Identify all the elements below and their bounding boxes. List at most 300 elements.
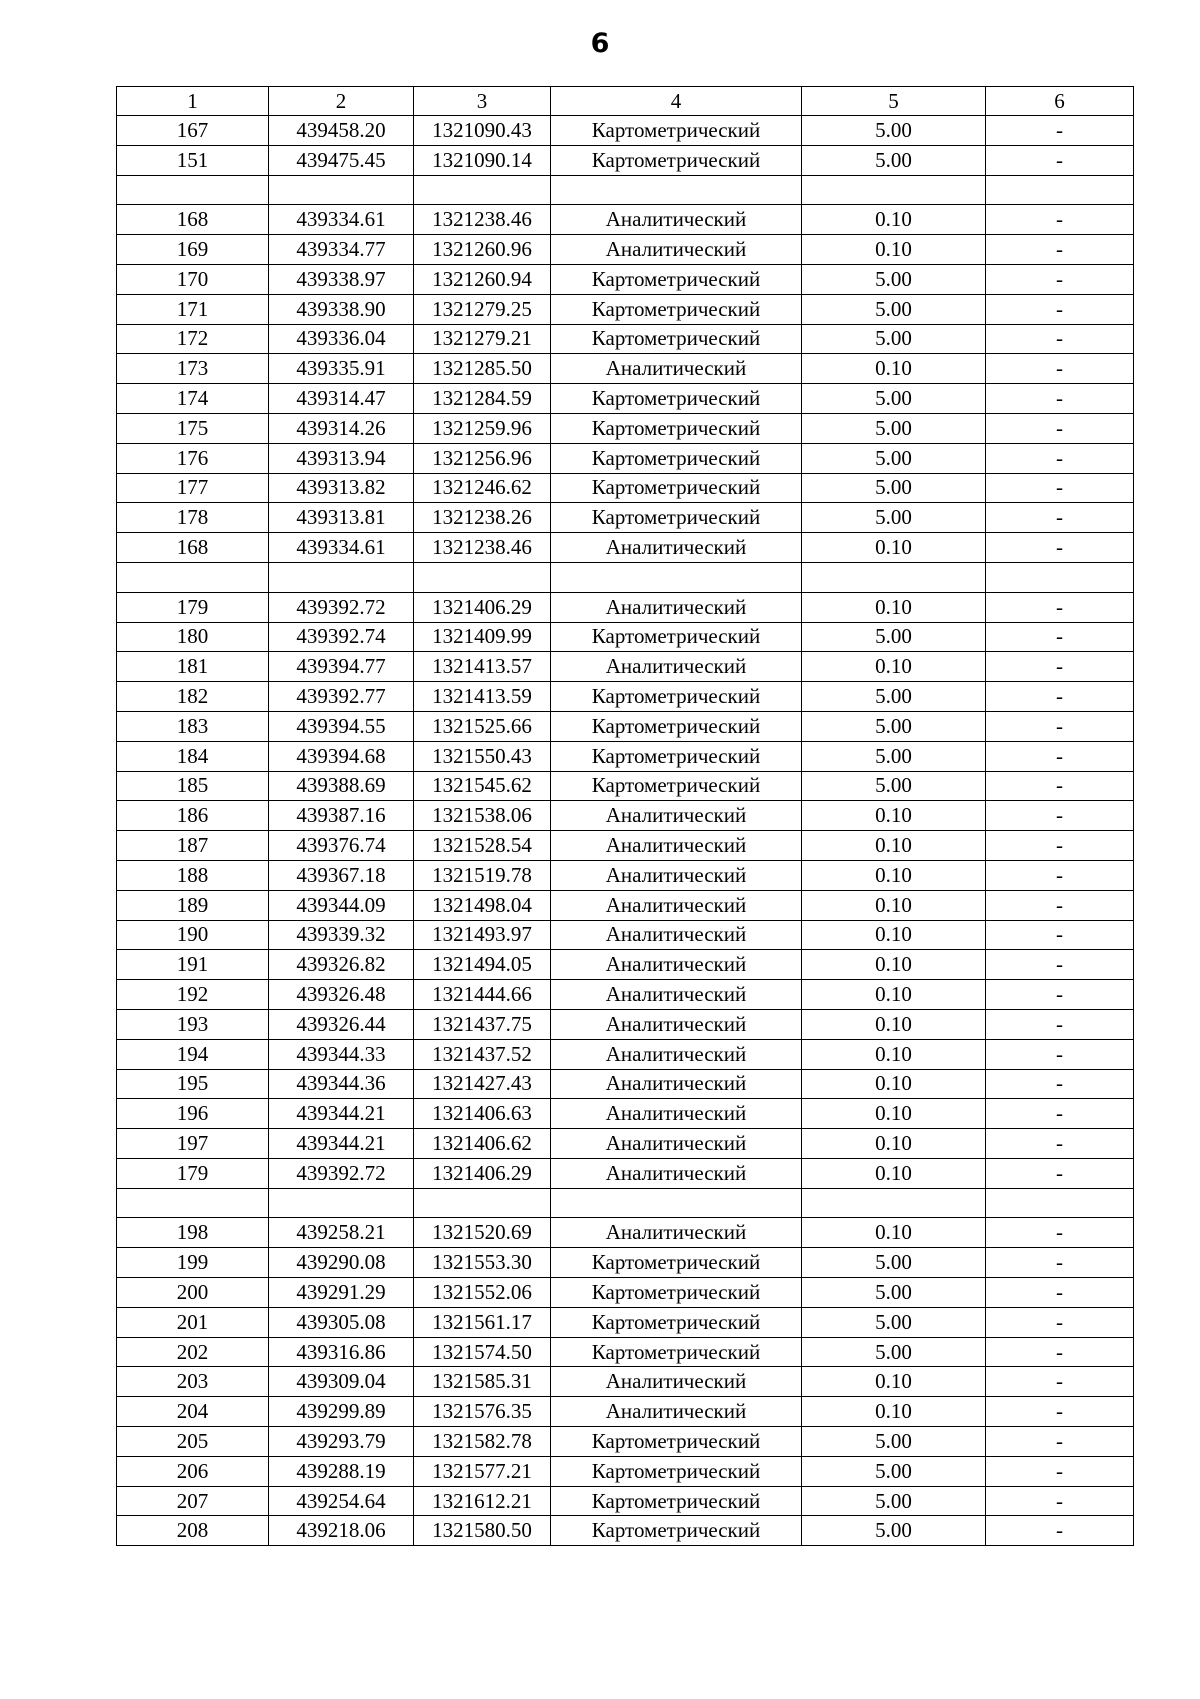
coord-x-cell: 439313.81 <box>269 503 414 533</box>
point-number-cell: 201 <box>117 1307 269 1337</box>
method-cell: Аналитический <box>551 652 802 682</box>
note-cell: - <box>986 920 1134 950</box>
accuracy-cell <box>802 562 986 592</box>
coord-y-cell: 1321413.57 <box>414 652 551 682</box>
table-row <box>117 980 1134 1010</box>
accuracy-cell: 5.00 <box>802 324 986 354</box>
method-cell: Аналитический <box>551 354 802 384</box>
accuracy-cell: 5.00 <box>802 1307 986 1337</box>
method-cell: Картометрический <box>551 503 802 533</box>
table-row <box>117 1069 1134 1099</box>
method-cell: Аналитический <box>551 592 802 622</box>
coord-y-cell: 1321538.06 <box>414 801 551 831</box>
coord-x-cell: 439388.69 <box>269 771 414 801</box>
coord-y-cell: 1321246.62 <box>414 473 551 503</box>
table-row <box>117 920 1134 950</box>
coord-y-cell: 1321585.31 <box>414 1367 551 1397</box>
point-number-cell: 208 <box>117 1516 269 1546</box>
table-row <box>117 860 1134 890</box>
method-cell: Аналитический <box>551 1039 802 1069</box>
header-row <box>117 87 1134 116</box>
point-number-cell: 185 <box>117 771 269 801</box>
coord-y-cell: 1321256.96 <box>414 443 551 473</box>
method-cell: Аналитический <box>551 235 802 265</box>
point-number-cell: 206 <box>117 1456 269 1486</box>
coord-x-cell: 439335.91 <box>269 354 414 384</box>
coord-x-cell: 439394.77 <box>269 652 414 682</box>
point-number-cell: 169 <box>117 235 269 265</box>
point-number-cell: 207 <box>117 1486 269 1516</box>
coord-y-cell: 1321612.21 <box>414 1486 551 1516</box>
method-cell: Аналитический <box>551 205 802 235</box>
coord-y-cell: 1321090.14 <box>414 145 551 175</box>
point-number-cell: 173 <box>117 354 269 384</box>
method-cell: Картометрический <box>551 294 802 324</box>
note-cell: - <box>986 592 1134 622</box>
column-header-4: 4 <box>551 87 802 116</box>
coord-x-cell: 439394.68 <box>269 741 414 771</box>
table-row <box>117 1129 1134 1159</box>
note-cell: - <box>986 1337 1134 1367</box>
coord-x-cell: 439314.26 <box>269 413 414 443</box>
point-number-cell: 205 <box>117 1427 269 1457</box>
method-cell: Картометрический <box>551 443 802 473</box>
point-number-cell: 182 <box>117 682 269 712</box>
method-cell: Аналитический <box>551 1009 802 1039</box>
note-cell: - <box>986 1427 1134 1457</box>
coord-x-cell: 439344.21 <box>269 1129 414 1159</box>
coord-y-cell: 1321406.63 <box>414 1099 551 1129</box>
accuracy-cell: 0.10 <box>802 652 986 682</box>
note-cell: - <box>986 473 1134 503</box>
table-row <box>117 652 1134 682</box>
coord-y-cell: 1321561.17 <box>414 1307 551 1337</box>
table-header <box>117 87 1134 116</box>
coord-x-cell: 439344.36 <box>269 1069 414 1099</box>
accuracy-cell: 5.00 <box>802 503 986 533</box>
table-row <box>117 1009 1134 1039</box>
method-cell: Аналитический <box>551 801 802 831</box>
method-cell <box>551 1188 802 1218</box>
coord-y-cell: 1321238.26 <box>414 503 551 533</box>
coord-x-cell: 439314.47 <box>269 384 414 414</box>
accuracy-cell: 5.00 <box>802 1337 986 1367</box>
note-cell: - <box>986 1009 1134 1039</box>
table-row <box>117 1158 1134 1188</box>
point-number-cell: 196 <box>117 1099 269 1129</box>
coord-y-cell: 1321406.29 <box>414 592 551 622</box>
point-number-cell: 174 <box>117 384 269 414</box>
accuracy-cell: 0.10 <box>802 205 986 235</box>
point-number-cell: 179 <box>117 592 269 622</box>
point-number-cell: 200 <box>117 1278 269 1308</box>
separator-row <box>117 1188 1134 1218</box>
method-cell: Картометрический <box>551 1427 802 1457</box>
coord-y-cell: 1321437.75 <box>414 1009 551 1039</box>
table-row <box>117 890 1134 920</box>
accuracy-cell: 0.10 <box>802 920 986 950</box>
point-number-cell: 179 <box>117 1158 269 1188</box>
note-cell: - <box>986 1099 1134 1129</box>
table-row <box>117 1397 1134 1427</box>
accuracy-cell: 0.10 <box>802 1158 986 1188</box>
accuracy-cell: 5.00 <box>802 711 986 741</box>
coord-x-cell: 439392.72 <box>269 592 414 622</box>
note-cell: - <box>986 741 1134 771</box>
method-cell: Картометрический <box>551 145 802 175</box>
note-cell: - <box>986 145 1134 175</box>
coord-x-cell: 439290.08 <box>269 1248 414 1278</box>
column-header-1: 1 <box>117 87 269 116</box>
column-header-6: 6 <box>986 87 1134 116</box>
note-cell: - <box>986 503 1134 533</box>
table-row <box>117 205 1134 235</box>
point-number-cell: 181 <box>117 652 269 682</box>
coord-y-cell: 1321519.78 <box>414 860 551 890</box>
accuracy-cell: 5.00 <box>802 682 986 712</box>
coord-x-cell: 439344.33 <box>269 1039 414 1069</box>
coord-x-cell: 439309.04 <box>269 1367 414 1397</box>
method-cell: Аналитический <box>551 1158 802 1188</box>
coord-x-cell: 439336.04 <box>269 324 414 354</box>
table-row <box>117 741 1134 771</box>
accuracy-cell: 0.10 <box>802 950 986 980</box>
coord-x-cell: 439258.21 <box>269 1218 414 1248</box>
coord-y-cell: 1321406.62 <box>414 1129 551 1159</box>
note-cell: - <box>986 831 1134 861</box>
table-row <box>117 443 1134 473</box>
coord-y-cell: 1321406.29 <box>414 1158 551 1188</box>
point-number-cell: 204 <box>117 1397 269 1427</box>
method-cell: Картометрический <box>551 116 802 146</box>
point-number-cell: 171 <box>117 294 269 324</box>
accuracy-cell: 0.10 <box>802 533 986 563</box>
accuracy-cell: 5.00 <box>802 622 986 652</box>
note-cell: - <box>986 443 1134 473</box>
note-cell <box>986 175 1134 205</box>
note-cell: - <box>986 1158 1134 1188</box>
point-number-cell: 178 <box>117 503 269 533</box>
note-cell: - <box>986 533 1134 563</box>
accuracy-cell: 0.10 <box>802 860 986 890</box>
table-row <box>117 1456 1134 1486</box>
coord-x-cell: 439387.16 <box>269 801 414 831</box>
table-row <box>117 831 1134 861</box>
point-number-cell: 188 <box>117 860 269 890</box>
method-cell: Картометрический <box>551 384 802 414</box>
accuracy-cell: 5.00 <box>802 413 986 443</box>
column-header-5: 5 <box>802 87 986 116</box>
point-number-cell: 199 <box>117 1248 269 1278</box>
table-row <box>117 682 1134 712</box>
method-cell: Картометрический <box>551 682 802 712</box>
accuracy-cell: 0.10 <box>802 1039 986 1069</box>
table-row <box>117 473 1134 503</box>
coord-y-cell: 1321279.21 <box>414 324 551 354</box>
coord-y-cell: 1321494.05 <box>414 950 551 980</box>
coord-y-cell: 1321582.78 <box>414 1427 551 1457</box>
coord-x-cell: 439334.61 <box>269 533 414 563</box>
coord-x-cell: 439326.44 <box>269 1009 414 1039</box>
accuracy-cell: 5.00 <box>802 473 986 503</box>
coord-x-cell: 439288.19 <box>269 1456 414 1486</box>
table-row <box>117 384 1134 414</box>
accuracy-cell: 0.10 <box>802 1129 986 1159</box>
accuracy-cell: 0.10 <box>802 354 986 384</box>
accuracy-cell: 5.00 <box>802 771 986 801</box>
accuracy-cell: 5.00 <box>802 116 986 146</box>
point-number-cell: 175 <box>117 413 269 443</box>
method-cell: Аналитический <box>551 1367 802 1397</box>
accuracy-cell: 5.00 <box>802 1248 986 1278</box>
method-cell: Картометрический <box>551 264 802 294</box>
accuracy-cell: 5.00 <box>802 145 986 175</box>
table-row <box>117 324 1134 354</box>
method-cell: Аналитический <box>551 1129 802 1159</box>
point-number-cell <box>117 562 269 592</box>
coord-x-cell: 439299.89 <box>269 1397 414 1427</box>
accuracy-cell: 0.10 <box>802 1069 986 1099</box>
coord-x-cell: 439293.79 <box>269 1427 414 1457</box>
table-row <box>117 1337 1134 1367</box>
method-cell: Аналитический <box>551 980 802 1010</box>
coord-y-cell: 1321238.46 <box>414 205 551 235</box>
table-row <box>117 503 1134 533</box>
note-cell: - <box>986 1039 1134 1069</box>
accuracy-cell: 0.10 <box>802 980 986 1010</box>
point-number-cell: 191 <box>117 950 269 980</box>
note-cell: - <box>986 622 1134 652</box>
coord-x-cell: 439305.08 <box>269 1307 414 1337</box>
point-number-cell <box>117 1188 269 1218</box>
coord-x-cell: 439334.77 <box>269 235 414 265</box>
table-row <box>117 1099 1134 1129</box>
point-number-cell: 197 <box>117 1129 269 1159</box>
note-cell: - <box>986 1486 1134 1516</box>
note-cell: - <box>986 682 1134 712</box>
note-cell: - <box>986 413 1134 443</box>
accuracy-cell <box>802 1188 986 1218</box>
coord-x-cell: 439334.61 <box>269 205 414 235</box>
accuracy-cell: 5.00 <box>802 384 986 414</box>
accuracy-cell: 5.00 <box>802 1278 986 1308</box>
note-cell: - <box>986 652 1134 682</box>
table-row <box>117 264 1134 294</box>
coord-y-cell: 1321528.54 <box>414 831 551 861</box>
table-row <box>117 1307 1134 1337</box>
method-cell: Аналитический <box>551 1069 802 1099</box>
coord-x-cell: 439376.74 <box>269 831 414 861</box>
coord-y-cell: 1321427.43 <box>414 1069 551 1099</box>
table-row <box>117 801 1134 831</box>
coord-y-cell: 1321553.30 <box>414 1248 551 1278</box>
method-cell: Картометрический <box>551 1337 802 1367</box>
coord-x-cell: 439291.29 <box>269 1278 414 1308</box>
coord-y-cell: 1321552.06 <box>414 1278 551 1308</box>
note-cell: - <box>986 980 1134 1010</box>
note-cell: - <box>986 1307 1134 1337</box>
coord-x-cell: 439394.55 <box>269 711 414 741</box>
note-cell: - <box>986 116 1134 146</box>
coord-y-cell: 1321550.43 <box>414 741 551 771</box>
table-row <box>117 1248 1134 1278</box>
method-cell: Картометрический <box>551 622 802 652</box>
coord-x-cell: 439392.77 <box>269 682 414 712</box>
table-row <box>117 145 1134 175</box>
point-number-cell: 193 <box>117 1009 269 1039</box>
method-cell: Картометрический <box>551 741 802 771</box>
point-number-cell: 151 <box>117 145 269 175</box>
coord-y-cell: 1321545.62 <box>414 771 551 801</box>
method-cell: Картометрический <box>551 1456 802 1486</box>
point-number-cell: 184 <box>117 741 269 771</box>
note-cell: - <box>986 1456 1134 1486</box>
point-number-cell: 180 <box>117 622 269 652</box>
column-header-2: 2 <box>269 87 414 116</box>
accuracy-cell: 5.00 <box>802 1456 986 1486</box>
coord-y-cell: 1321238.46 <box>414 533 551 563</box>
table-row <box>117 116 1134 146</box>
coord-y-cell: 1321090.43 <box>414 116 551 146</box>
method-cell: Картометрический <box>551 1486 802 1516</box>
coord-x-cell: 439458.20 <box>269 116 414 146</box>
point-number-cell: 192 <box>117 980 269 1010</box>
accuracy-cell: 0.10 <box>802 890 986 920</box>
point-number-cell: 187 <box>117 831 269 861</box>
coord-x-cell: 439339.32 <box>269 920 414 950</box>
note-cell: - <box>986 324 1134 354</box>
coordinates-table <box>116 86 1134 1546</box>
coord-x-cell: 439392.72 <box>269 1158 414 1188</box>
method-cell: Картометрический <box>551 1307 802 1337</box>
note-cell: - <box>986 1248 1134 1278</box>
table-row <box>117 1218 1134 1248</box>
point-number-cell: 170 <box>117 264 269 294</box>
method-cell: Картометрический <box>551 413 802 443</box>
point-number-cell <box>117 175 269 205</box>
method-cell <box>551 175 802 205</box>
note-cell: - <box>986 860 1134 890</box>
point-number-cell: 203 <box>117 1367 269 1397</box>
coord-y-cell <box>414 1188 551 1218</box>
method-cell: Картометрический <box>551 1278 802 1308</box>
coord-x-cell: 439344.09 <box>269 890 414 920</box>
coord-x-cell: 439392.74 <box>269 622 414 652</box>
note-cell: - <box>986 205 1134 235</box>
accuracy-cell: 0.10 <box>802 235 986 265</box>
accuracy-cell: 5.00 <box>802 1516 986 1546</box>
table-row <box>117 950 1134 980</box>
coord-x-cell: 439316.86 <box>269 1337 414 1367</box>
coord-y-cell: 1321444.66 <box>414 980 551 1010</box>
method-cell: Картометрический <box>551 1248 802 1278</box>
table-row <box>117 592 1134 622</box>
accuracy-cell: 5.00 <box>802 1427 986 1457</box>
coord-x-cell: 439475.45 <box>269 145 414 175</box>
coord-x-cell: 439367.18 <box>269 860 414 890</box>
coord-y-cell: 1321409.99 <box>414 622 551 652</box>
accuracy-cell: 0.10 <box>802 801 986 831</box>
note-cell: - <box>986 264 1134 294</box>
coord-x-cell: 439326.82 <box>269 950 414 980</box>
coord-y-cell: 1321580.50 <box>414 1516 551 1546</box>
note-cell: - <box>986 1218 1134 1248</box>
column-header-3: 3 <box>414 87 551 116</box>
note-cell: - <box>986 1367 1134 1397</box>
coord-y-cell <box>414 175 551 205</box>
coord-y-cell: 1321574.50 <box>414 1337 551 1367</box>
method-cell: Картометрический <box>551 324 802 354</box>
accuracy-cell: 0.10 <box>802 1397 986 1427</box>
note-cell: - <box>986 801 1134 831</box>
coord-y-cell: 1321493.97 <box>414 920 551 950</box>
coord-y-cell <box>414 562 551 592</box>
accuracy-cell: 0.10 <box>802 831 986 861</box>
separator-row <box>117 175 1134 205</box>
note-cell: - <box>986 950 1134 980</box>
point-number-cell: 186 <box>117 801 269 831</box>
accuracy-cell: 5.00 <box>802 741 986 771</box>
coord-y-cell: 1321284.59 <box>414 384 551 414</box>
table-row <box>117 413 1134 443</box>
accuracy-cell: 5.00 <box>802 294 986 324</box>
point-number-cell: 176 <box>117 443 269 473</box>
table-row <box>117 1039 1134 1069</box>
accuracy-cell: 0.10 <box>802 1367 986 1397</box>
coord-y-cell: 1321437.52 <box>414 1039 551 1069</box>
coord-y-cell: 1321259.96 <box>414 413 551 443</box>
coord-y-cell: 1321525.66 <box>414 711 551 741</box>
table-row <box>117 1486 1134 1516</box>
coord-x-cell: 439218.06 <box>269 1516 414 1546</box>
coord-y-cell: 1321576.35 <box>414 1397 551 1427</box>
note-cell: - <box>986 294 1134 324</box>
coord-x-cell <box>269 175 414 205</box>
table-row <box>117 354 1134 384</box>
point-number-cell: 183 <box>117 711 269 741</box>
method-cell: Аналитический <box>551 920 802 950</box>
point-number-cell: 195 <box>117 1069 269 1099</box>
coord-x-cell: 439313.94 <box>269 443 414 473</box>
table-row <box>117 1427 1134 1457</box>
point-number-cell: 190 <box>117 920 269 950</box>
page-number: 6 <box>590 28 610 59</box>
coord-y-cell: 1321260.94 <box>414 264 551 294</box>
method-cell: Аналитический <box>551 1218 802 1248</box>
point-number-cell: 189 <box>117 890 269 920</box>
accuracy-cell: 5.00 <box>802 264 986 294</box>
note-cell: - <box>986 1129 1134 1159</box>
method-cell: Картометрический <box>551 771 802 801</box>
accuracy-cell: 0.10 <box>802 1218 986 1248</box>
note-cell: - <box>986 1278 1134 1308</box>
coord-y-cell: 1321260.96 <box>414 235 551 265</box>
point-number-cell: 177 <box>117 473 269 503</box>
note-cell: - <box>986 890 1134 920</box>
coord-y-cell: 1321520.69 <box>414 1218 551 1248</box>
method-cell: Аналитический <box>551 533 802 563</box>
method-cell: Аналитический <box>551 890 802 920</box>
note-cell: - <box>986 384 1134 414</box>
method-cell: Картометрический <box>551 473 802 503</box>
coord-x-cell <box>269 1188 414 1218</box>
table-row <box>117 235 1134 265</box>
coord-y-cell: 1321279.25 <box>414 294 551 324</box>
table-row <box>117 1516 1134 1546</box>
accuracy-cell: 5.00 <box>802 1486 986 1516</box>
table-row <box>117 622 1134 652</box>
method-cell <box>551 562 802 592</box>
